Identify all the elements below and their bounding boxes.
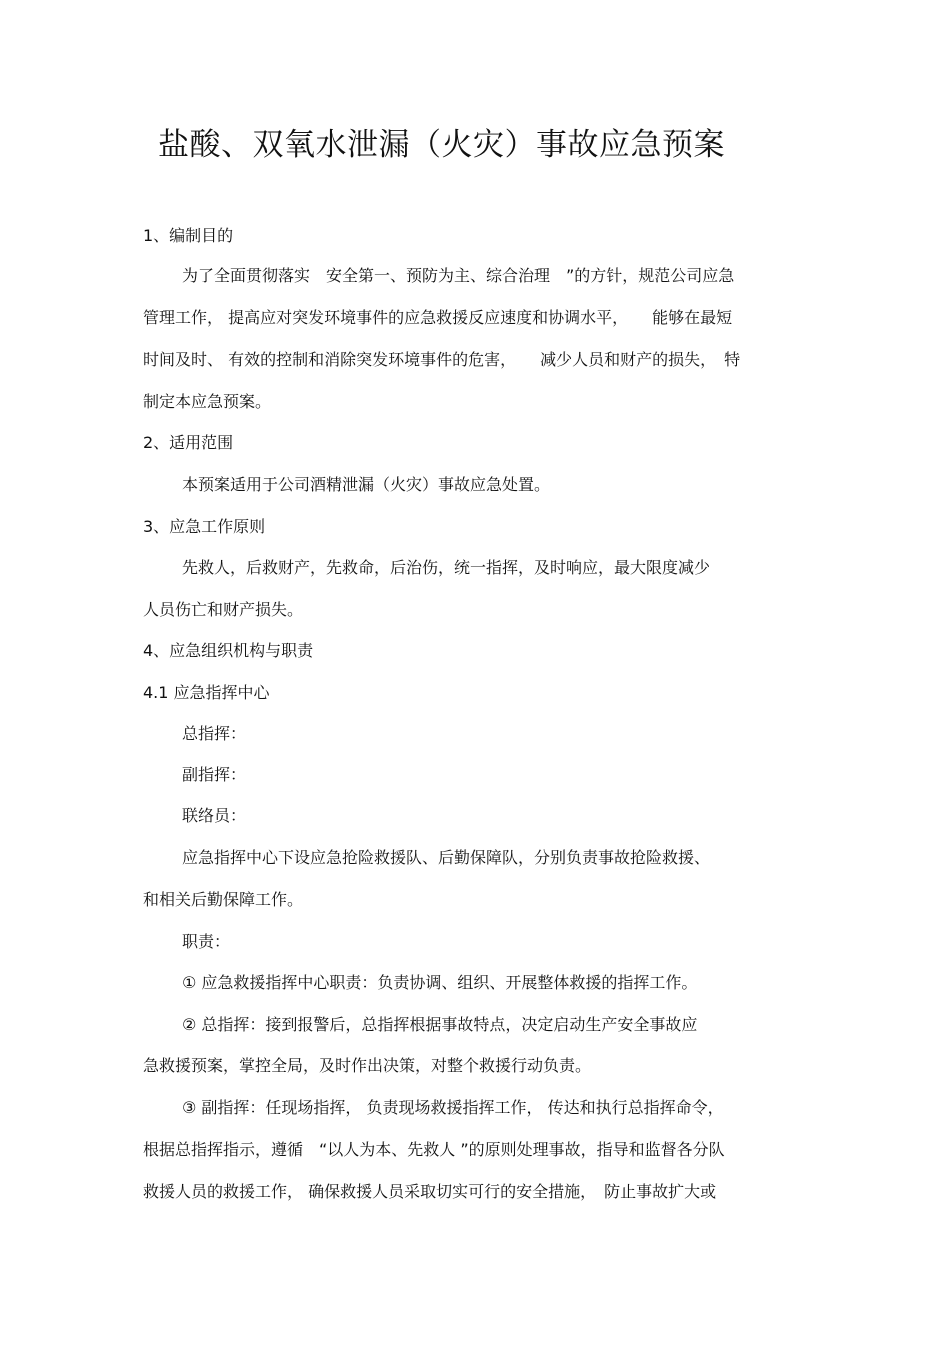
paragraph-line: 和相关后勤保障工作。 <box>143 890 304 909</box>
duty-item: ① 应急救援指挥中心职责：负责协调、组织、开展整体救援的指挥工作。 <box>182 973 698 992</box>
heading-scope: 2、适用范围 <box>143 433 234 452</box>
heading-organization: 4、应急组织机构与职责 <box>143 641 314 660</box>
paragraph-line: 根据总指挥指示，遵循 “以人为本、先救人 ”的原则处理事故，指导和监督各分队 <box>143 1140 725 1159</box>
paragraph-line: 本预案适用于公司酒精泄漏（火灾）事故应急处置。 <box>182 475 551 494</box>
paragraph-line: 制定本应急预案。 <box>143 392 272 411</box>
heading-purpose: 1、编制目的 <box>143 226 234 245</box>
document-title: 盐酸、双氧水泄漏（火灾）事故应急预案 <box>158 127 725 163</box>
field-deputy-commander: 副指挥： <box>182 765 247 784</box>
field-liaison: 联络员： <box>182 806 247 825</box>
heading-duties: 职责： <box>182 932 231 951</box>
paragraph-line: 救援人员的救援工作， 确保救援人员采取切实可行的安全措施， 防止事故扩大或 <box>143 1182 717 1201</box>
paragraph-line: 为了全面贯彻落实 安全第一、预防为主、综合治理 ”的方针，规范公司应急 <box>182 266 735 285</box>
paragraph-line: 先救人，后救财产，先救命，后治伤，统一指挥，及时响应，最大限度减少 <box>182 558 711 577</box>
paragraph-line: 管理工作， 提高应对突发环境事件的应急救援反应速度和协调水平， 能够在最短 <box>143 308 733 327</box>
paragraph-line: 时间及时、 有效的控制和消除突发环境事件的危害， 减少人员和财产的损失， 特 <box>143 350 741 369</box>
duty-item: ③ 副指挥：任现场指挥， 负责现场救援指挥工作， 传达和执行总指挥命令， <box>182 1098 724 1117</box>
field-commander: 总指挥： <box>182 724 247 743</box>
heading-principles: 3、应急工作原则 <box>143 517 266 536</box>
duty-item: ② 总指挥：接到报警后，总指挥根据事故特点，决定启动生产安全事故应 <box>182 1015 698 1034</box>
subheading-command-center: 4.1 应急指挥中心 <box>143 683 270 702</box>
paragraph-line: 急救援预案，掌控全局，及时作出决策，对整个救援行动负责。 <box>143 1056 592 1075</box>
paragraph-line: 应急指挥中心下设应急抢险救援队、后勤保障队，分别负责事故抢险救援、 <box>182 848 711 867</box>
paragraph-line: 人员伤亡和财产损失。 <box>143 600 304 619</box>
